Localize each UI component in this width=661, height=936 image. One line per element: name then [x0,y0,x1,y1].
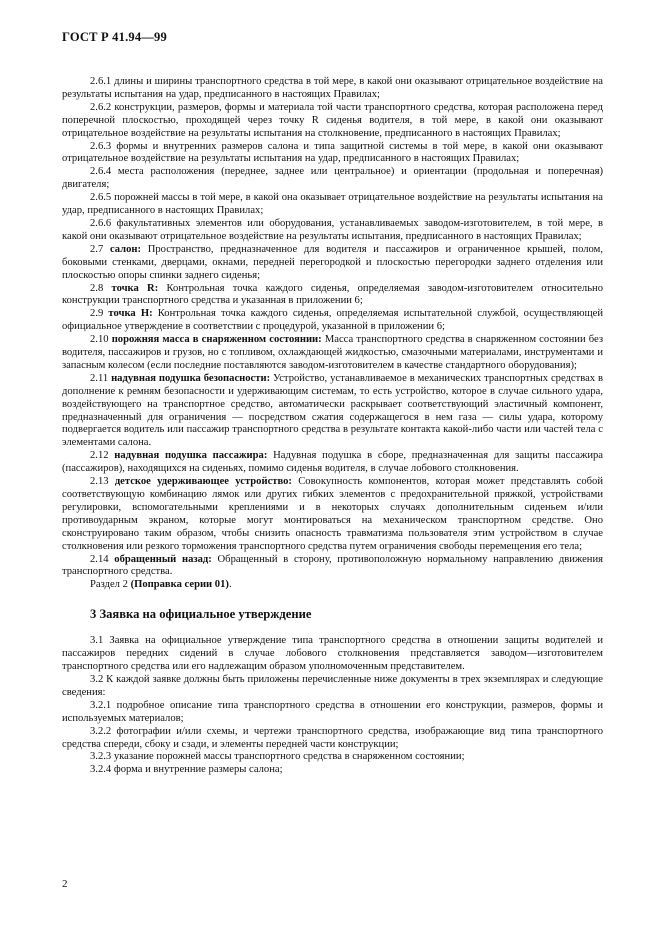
section-3-title: 3 Заявка на официальное утверждение [90,607,312,622]
paragraph-2-11: 2.11 надувная подушка безопасности: Устройство, устанавливаемое в механических транспортных средствах в дополнение к ремням безопасности и удерживающим системам, то есть устройство, которое в случае сильного удара, воздействующего на транспортное средство, автоматически раскрывает соответствующий эластичный компонент, предназначенный для ограничения — посредством сжатия содержащегося в нем газа — силы удара, которому подвергается водитель или пассажир транспортного средства в результате контакта какой-либо части или частей тела с элементами салона. [62,372,603,449]
defined-term: порожняя масса в снаряженном состоянии: [111,334,322,346]
defined-term: салон: [109,243,142,255]
definitions-list [62,76,603,579]
document-header: ГОСТ Р 41.94—99 [62,30,167,44]
paragraph-2-12: 2.12 надувная подушка пассажира: Надувная подушка в сборе, предназначенная для защиты пассажира (пассажиров), находящихся на сиденьях, помимо сиденья водителя, в случае лобового столкновения. [62,450,603,475]
paragraph-3-1: 3.1 Заявка на официальное утверждение типа транспортного средства в отношении защиты водителей и пассажиров передних сидений в случае лобового столкновения представляется заводом—изготовителем транспортного средства или его надлежащим образом уполномоченным представителем. [62,635,603,673]
paragraph-2-14: 2.14 обращенный назад: Обращенный в сторону, противоположную нормальному направлению движения транспортного средства. [62,553,603,578]
paragraph-2-10: 2.10 порожняя масса в снаряженном состоянии: Масса транспортного средства в снаряженном состоянии без водителя, пассажиров и грузов, но с топливом, охлаждающей жидкостью, смазочными материалами, инструментами и запасным колесом (если последние поставляются заводом-изготовителем в качестве стандартного оборудования); [62,334,604,371]
application-list [62,635,603,777]
paragraph-2-7: 2.7 салон: Пространство, предназначенное для водителя и пассажиров и ограниченное крышей, полом, боковыми стенками, дверцами, окнами, передней перегородкой и плоскостью перегородки заднего отделения или плоскостью опоры спинки заднего сиденья; [62,243,603,281]
document-body [62,76,603,777]
paragraph-2-6-2: 2.6.2 конструкции, размеров, формы и материала той части транспортного средства, которая расположена перед поперечной плоскостью, проходящей через точку R сиденья водителя, в той мере, в какой они оказывают отрицательное воздействие на результаты испытания на столкновение, предписанного в настоящих Правилах; [62,101,603,139]
paragraph-2-6-6: 2.6.6 факультативных элементов или оборудования, устанавливаемых заводом-изготовителем, в той мере, в какой они оказывают отрицательное воздействие на результаты испытания, предписанного в настоящих Правилах; [62,217,603,242]
defined-term: детское удерживающее устройство: [114,476,292,488]
defined-term: надувная подушка пассажира: [114,450,268,462]
amendment-note: Раздел 2 (Поправка серии 01). [90,579,232,591]
page-number: 2 [62,878,68,890]
paragraph-3-2-2: 3.2.2 фотографии и/или схемы, и чертежи транспортного средства, изображающие вид типа транспортного средства спереди, сбоку и сзади, и элементы передней части конструкции; [62,725,603,750]
paragraph-2-9: 2.9 точка H: Контрольная точка каждого сиденья, определяемая испытательной службой, осуществляющей официальное утверждение в соответствии с процедурой, указанной в приложении 6; [62,308,604,333]
defined-term: надувная подушка безопасности: [111,372,271,384]
paragraph-2-6-1: 2.6.1 длины и ширины транспортного средства в той мере, в какой они оказывают отрицательное воздействие на результаты испытания на удар, предписанного в настоящих Правилах; [62,76,603,100]
paragraph-3-2-3: 3.2.3 указание порожней массы транспортного средства в снаряженном состоянии; [90,751,465,763]
paragraph-3-2: 3.2 К каждой заявке должны быть приложены перечисленные ниже документы в трех экземплярах и следующие сведения: [62,673,603,698]
paragraph-3-2-4: 3.2.4 форма и внутренние размеры салона; [90,764,283,776]
defined-term: обращенный назад: [114,553,212,565]
paragraph-2-6-4: 2.6.4 места расположения (переднее, заднее или центральное) и ориентации (продольная и поперечная) двигателя; [62,166,603,191]
defined-term: точка R: [111,282,159,294]
paragraph-3-2-1: 3.2.1 подробное описание типа транспортного средства в отношении его конструкции, размеров, формы и используемых материалов; [62,699,603,724]
paragraph-2-13: 2.13 детское удерживающее устройство: Совокупность компонентов, которая может представлять собой соответствующую комбинацию лямок или других гибких элементов с предохранительной пряжкой, устройствами регулировки, вспомогательными креплениями и в некоторых случаях дополнительным сиденьем и/или противоударным экраном, которые могут монтироваться на механическом транспортном средстве. Оно сконструировано таким образом, чтобы снизить опасность травматизма пользователя этим устройством в случае столкновения или резкого торможения транспортного средства путем ограничения свободы перемещения его тела; [62,476,603,552]
paragraph-2-8: 2.8 точка R: Контрольная точка каждого сиденья, определяемая заводом-изготовителем относительно конструкции транспортного средства и указанная в приложении 6; [62,282,603,307]
paragraph-2-6-3: 2.6.3 формы и внутренних размеров салона и типа защитной системы в той мере, в какой они оказывают отрицательное воздействие на результаты испытания на удар, предписанного в настоящих Правилах; [62,140,603,165]
paragraph-2-6-5: 2.6.5 порожней массы в той мере, в какой она оказывает отрицательное воздействие на результаты испытания на удар, предписанного в настоящих Правилах; [62,192,603,217]
defined-term: точка H: [108,308,153,320]
